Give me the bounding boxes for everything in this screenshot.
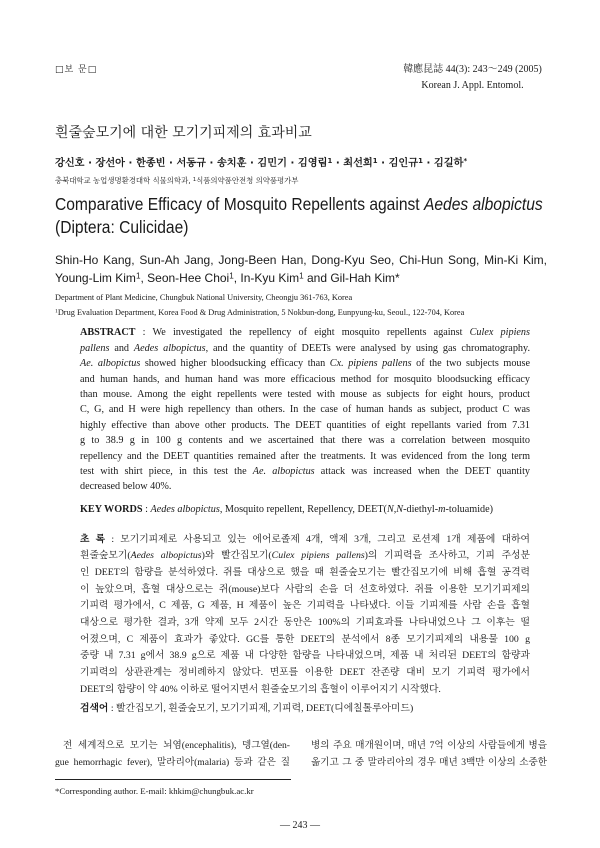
abstract-korean-text: 대상으로 평가한 결과, 3개 약제 모두 2시간 동안은 100%의 기피효과를 나타내었으나 그 이후는 떨 (80, 617, 530, 629)
authors-english-text: Young-Lim Kim (55, 271, 136, 285)
keywords-korean-bold-text: 검색어 (80, 702, 109, 714)
abstract-text: attack was increased when the DEET quantity (314, 465, 530, 477)
affiliations-english-line (55, 290, 464, 305)
abstract-italic-text: Culex pipiens (469, 327, 530, 339)
abstract (80, 325, 530, 494)
footnote-rule (55, 779, 291, 780)
authors-english-text: , In-Kyu Kim (233, 271, 300, 285)
keywords-italic-text: m (438, 503, 446, 515)
abstract-line (80, 464, 530, 479)
abstract-korean-italic-text: Culex pipiens pallens (271, 550, 365, 562)
keywords-text: , Mosquito repellent, Repellency, DEET( (219, 503, 387, 515)
affiliation-korean-text: 식품의약품안전청 의약품평가부 (196, 176, 299, 185)
abstract-korean-line (80, 582, 530, 599)
abstract-text: C, G, and H were high repellency than others. In the case of human hands as subject, product C was (80, 404, 530, 416)
title-english-line (55, 217, 543, 240)
page-number: — 243 — (280, 820, 320, 831)
abstract-text: repellency and the DEET quantities remained after the treatments. It was evidenced from the long term (80, 450, 530, 462)
abstract-italic-text: Ae. albopictus (80, 358, 141, 370)
keywords-korean (80, 701, 530, 716)
authors-english-text: , Seon-Hee Choi (140, 271, 230, 285)
abstract-korean-text: 기피력 평가에서, C 제품, G 제품, H 제품이 높은 기피력을 나타냈다. 이들 기피제를 사람 손을 흡혈 (80, 600, 530, 612)
affiliations-english-superscript: 1 (55, 307, 58, 314)
abstract-korean-text: 흰줄숲모기( (80, 550, 131, 562)
abstract-korean-line (80, 682, 530, 699)
abstract-korean-text: 어졌으며, C 제품이 효과가 좋았다. GC를 통한 DEET의 분석에서 8종 모기기피제의 내용물 100 g (80, 633, 530, 645)
title-english-line (55, 194, 543, 217)
abstract-text: and (109, 342, 134, 354)
abstract-text: showed higher bloodsucking efficacy than (140, 358, 330, 370)
abstract-text: test with shirt piece, in this test the (80, 465, 253, 477)
abstract-text: , and the quantity of DEETs were analysed by using gas chromatography. (205, 342, 530, 354)
keywords-italic-text: Aedes albopictus (150, 503, 220, 515)
body-column-right-text: 옮기고 그 중 말라리아의 경우 매년 3백만 이상의 소중한 (311, 756, 547, 768)
body-column-left-line (55, 754, 290, 771)
title-korean: 흰줄숲모기에 대한 모기기피제의 효과비교 (55, 125, 312, 141)
keywords (80, 502, 530, 517)
keywords-korean-text: : 빨간집모기, 흰줄숲모기, 모기기피제, 기피력, DEET(디에칠톨루아미드) (108, 702, 414, 714)
abstract-korean-text: 기피력의 상관관계는 정비례하지 않았다. 면포를 이용한 DEET 잔존량 대비 모기 기피력 평가에서 (80, 667, 530, 679)
abstract-text: highly effective than above other products. The DEET quantities of eight repellants varied from 7.31 (80, 419, 530, 431)
authors-english-text: and Gil-Hah Kim* (303, 271, 400, 285)
authors-korean-superscript: * (463, 156, 468, 165)
authors-korean-text: · 김인규 (377, 158, 419, 169)
authors-english-superscript: 1 (299, 271, 304, 281)
abstract-line (80, 418, 530, 433)
authors-korean-text: · 김길하 (422, 158, 464, 169)
abstract-text: and human hands, and human hand was more efficacious method for mosquito bloodsucking efficacy (80, 373, 530, 385)
abstract-korean-text: 인 DEET의 함량을 분석하였다. 쥐를 대상으로 했을 때 흰줄숲모기는 빨간집모기에 비해 흡혈 공격력 (80, 567, 530, 579)
title-english-text: (Diptera: Culicidae) (55, 217, 189, 238)
body-column-left-text: gue hemorrhagic fever), 말라리아(malaria) 등과 같은 질 (55, 756, 290, 768)
keywords-text: : (142, 503, 151, 515)
body-column-right-text: 병의 주요 매개원이며, 매년 7억 이상의 사람들에게 병을 (311, 739, 547, 751)
authors-english-text: Shin-Ho Kang, Sun-Ah Jang, Jong-Been Han, Dong-Kyu Seo, Chi-Hun Song, Min-Ki Kim, (55, 253, 547, 267)
affiliation-korean-superscript: 1 (192, 176, 197, 183)
abstract-korean-text: : 모기기피제로 사용되고 있는 에어로졸제 4개, 액제 3개, 그리고 로션제 1개 제품에 대하여 (105, 533, 530, 545)
body-column-right-line (311, 737, 547, 754)
abstract-line (80, 341, 530, 356)
authors-english-line (55, 251, 547, 269)
footnote: *Corresponding author. E-mail: khkim@chungbuk.ac.kr (55, 786, 254, 796)
abstract-korean-bold-text: 초 록 (80, 533, 106, 545)
authors-korean-text: 강신호 · 장선아 · 한종빈 · 서동규 · 송치훈 · 김민기 · 김영림 (55, 158, 328, 169)
abstract-korean-line (80, 598, 530, 615)
abstract-text: of the two subjects mouse (411, 358, 530, 370)
abstract-text: g to 38.9 g in 100 g contents and we ascertained that there was a correlation between mosquito (80, 435, 530, 447)
title-english (55, 194, 543, 240)
section-label: □보 문□ (55, 65, 98, 75)
abstract-korean-text: 이 높았으며, 흡혈 대상으로는 쥐(mouse)보다 사람의 손을 더 선호하였다. 쥐를 이용한 모기기피제의 (80, 583, 530, 595)
abstract-korean-line (80, 532, 530, 549)
journal-info (396, 62, 549, 94)
abstract-italic-text: Aedes albopictus (133, 342, 206, 354)
abstract-line (80, 479, 530, 494)
affiliations-english-text: Department of Plant Medicine, Chungbuk National University, Cheongju 361-763, Korea (55, 292, 353, 302)
keywords-bold-text: KEY WORDS (80, 503, 143, 515)
abstract-korean-line (80, 665, 530, 682)
abstract-korean-line (80, 632, 530, 649)
abstract-italic-text: pallens (80, 342, 110, 354)
authors-english (55, 251, 547, 287)
abstract-line (80, 433, 530, 448)
body-column-left-line (55, 737, 290, 754)
body-column-left-text: 전 세계적으로 모기는 뇌염(encephalitis), 뎅그열(den- (63, 739, 290, 751)
authors-korean-superscript: 1 (327, 156, 333, 165)
abstract-korean-line (80, 548, 530, 565)
body-column-right-line (311, 754, 547, 771)
authors-english-superscript: 1 (135, 271, 141, 281)
affiliations-english-line (55, 305, 464, 320)
abstract-korean (80, 532, 530, 699)
abstract-korean-text: 중량 내 7.31 g에서 38.9 g으로 제품 내 다양한 함량을 나타내었으며, 제품 내 처리된 DEET의 함량과 (80, 650, 530, 662)
title-english-text: Comparative Efficacy of Mosquito Repellents against (55, 194, 424, 215)
authors-korean-superscript: 1 (418, 156, 423, 165)
abstract-text: decreased below 40%. (80, 481, 172, 493)
authors-korean-text: · 최선희 (332, 158, 373, 169)
affiliations-english-text: Drug Evaluation Department, Korea Food & Drug Administration, 5 Nokbun-dong, Eunpyung-ku, Seoul., 122-704, Korea (57, 307, 465, 317)
authors-english-superscript: 1 (229, 271, 234, 281)
abstract-korean-text: )의 기피력을 조사하고, 기피 주성분 (364, 550, 530, 562)
abstract-line (80, 449, 530, 464)
abstract-line (80, 402, 530, 417)
abstract-line (80, 372, 530, 387)
journal-citation: 韓應昆誌 44(3): 243～249 (2005) (403, 64, 542, 75)
title-english-italic-text: Aedes albopictus (423, 194, 543, 215)
abstract-text: than mouse. Among the eight repellents were tested with mouse as subjects for eight hours, product (80, 388, 530, 400)
body-column-right (311, 737, 547, 771)
affiliations-english (55, 290, 464, 320)
keywords-text: -diethyl- (403, 503, 439, 515)
authors-english-line (55, 269, 547, 287)
abstract-korean-text: )와 빨간집모기( (201, 550, 272, 562)
abstract-bold-text: ABSTRACT (80, 327, 136, 339)
abstract-italic-text: Cx. pipiens pallens (329, 358, 412, 370)
abstract-korean-line (80, 565, 530, 582)
abstract-korean-text: DEET의 함량이 약 40% 이하로 떨어지면서 흰줄숲모기의 흡혈이 이루어지기 시작했다. (80, 683, 441, 695)
affiliation-korean-text: 충북대학교 농업생명환경대학 식물의학과, (55, 176, 193, 185)
journal-name: Korean J. Appl. Entomol. (421, 80, 524, 91)
abstract-line (80, 325, 530, 340)
abstract-line (80, 387, 530, 402)
authors-korean-superscript: 1 (372, 156, 378, 165)
affiliation-korean (55, 176, 298, 186)
abstract-line (80, 356, 530, 371)
authors-korean (55, 157, 467, 171)
keywords-italic-text: N,N (386, 503, 404, 515)
abstract-korean-line (80, 648, 530, 665)
body-column-left (55, 737, 290, 771)
abstract-korean-italic-text: Aedes albopictus (130, 550, 202, 562)
abstract-italic-text: Ae. albopictus (252, 465, 315, 477)
abstract-korean-line (80, 615, 530, 632)
abstract-text: : We investigated the repellency of eight mosquito repellents against (135, 327, 470, 339)
keywords-text: -toluamide) (445, 503, 494, 515)
